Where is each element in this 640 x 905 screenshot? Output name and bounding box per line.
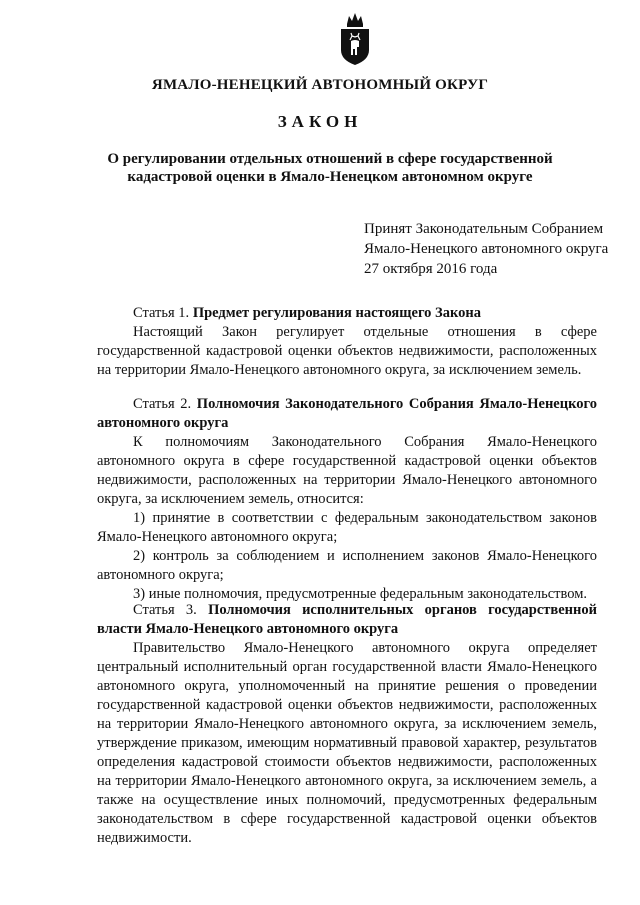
article-title: Предмет регулирования настоящего Закона <box>192 305 481 321</box>
article-paragraph: 1) принятие в соответствии с федеральным законодательством законов Ямало-Ненецкого автономного округа; <box>97 510 597 545</box>
article-title: Полномочия Законодательного Собрания Ямало-Ненецкого автономного округа <box>97 396 597 431</box>
subject-line: О регулировании отдельных отношений в сфере государственной <box>107 151 553 167</box>
article-paragraph: Настоящий Закон регулирует отдельные отношения в сфере государственной кадастровой оценки объектов недвижимости, расположенных на территории Ямало-Ненецкого автономного округа, за исключением земель. <box>97 324 597 378</box>
article-paragraph: 3) иные полномочия, предусмотренные федеральным законодательством. <box>133 586 587 602</box>
article-number: Статья 2. <box>133 396 192 412</box>
law-subject <box>100 150 560 186</box>
region-name: ЯМАЛО-НЕНЕЦКИЙ АВТОНОМНЫЙ ОКРУГ <box>151 77 489 93</box>
coat-of-arms-icon <box>338 10 372 66</box>
document-type: ЗАКОН <box>277 112 363 131</box>
article-paragraph: 2) контроль за соблюдением и исполнением законов Ямало-Ненецкого автономного округа; <box>97 548 597 583</box>
article-heading <box>97 395 597 433</box>
article-3 <box>97 601 597 848</box>
subject-line: кадастровой оценки в Ямало-Ненецком автономном округе <box>127 169 533 185</box>
article-heading <box>97 601 597 639</box>
adoption-line: Принят Законодательным Собранием <box>364 221 604 237</box>
article-number: Статья 3. <box>133 602 197 618</box>
adoption-line: Ямало-Ненецкого автономного округа <box>364 241 609 257</box>
adoption-date: 27 октября 2016 года <box>364 261 498 277</box>
article-1 <box>97 304 597 380</box>
article-number: Статья 1. <box>133 305 190 321</box>
article-heading <box>97 304 597 323</box>
article-paragraph: Правительство Ямало-Ненецкого автономного округа определяет центральный исполнительный орган государственной власти Ямало-Ненецкого автономного округа, уполномоченный на принятие решения о проведении государственной кадастровой оценки объектов недвижимости, расположенных на территории Ямало-Ненецкого автономного округа, за исключением земель, утверждение приказом, имеющим нормативный правовой характер, результатов определения кадастровой стоимости объектов недвижимости, расположенных на территории Ямало-Ненецкого автономного округа, за исключением земель, а также на осуществление иных полномочий, предусмотренных федеральным законодательством в сфере государственной кадастровой оценки объектов недвижимости. <box>97 640 597 846</box>
article-2 <box>97 395 597 604</box>
adoption-note <box>364 219 608 279</box>
article-paragraph: К полномочиям Законодательного Собрания Ямало-Ненецкого автономного округа в сфере государственной кадастровой оценки объектов недвижимости, расположенных на территории Ямало-Ненецкого автономного округа, за исключением земель, относится: <box>97 434 597 507</box>
article-title: Полномочия исполнительных органов государственной власти Ямало-Ненецкого автономного округа <box>97 602 597 637</box>
